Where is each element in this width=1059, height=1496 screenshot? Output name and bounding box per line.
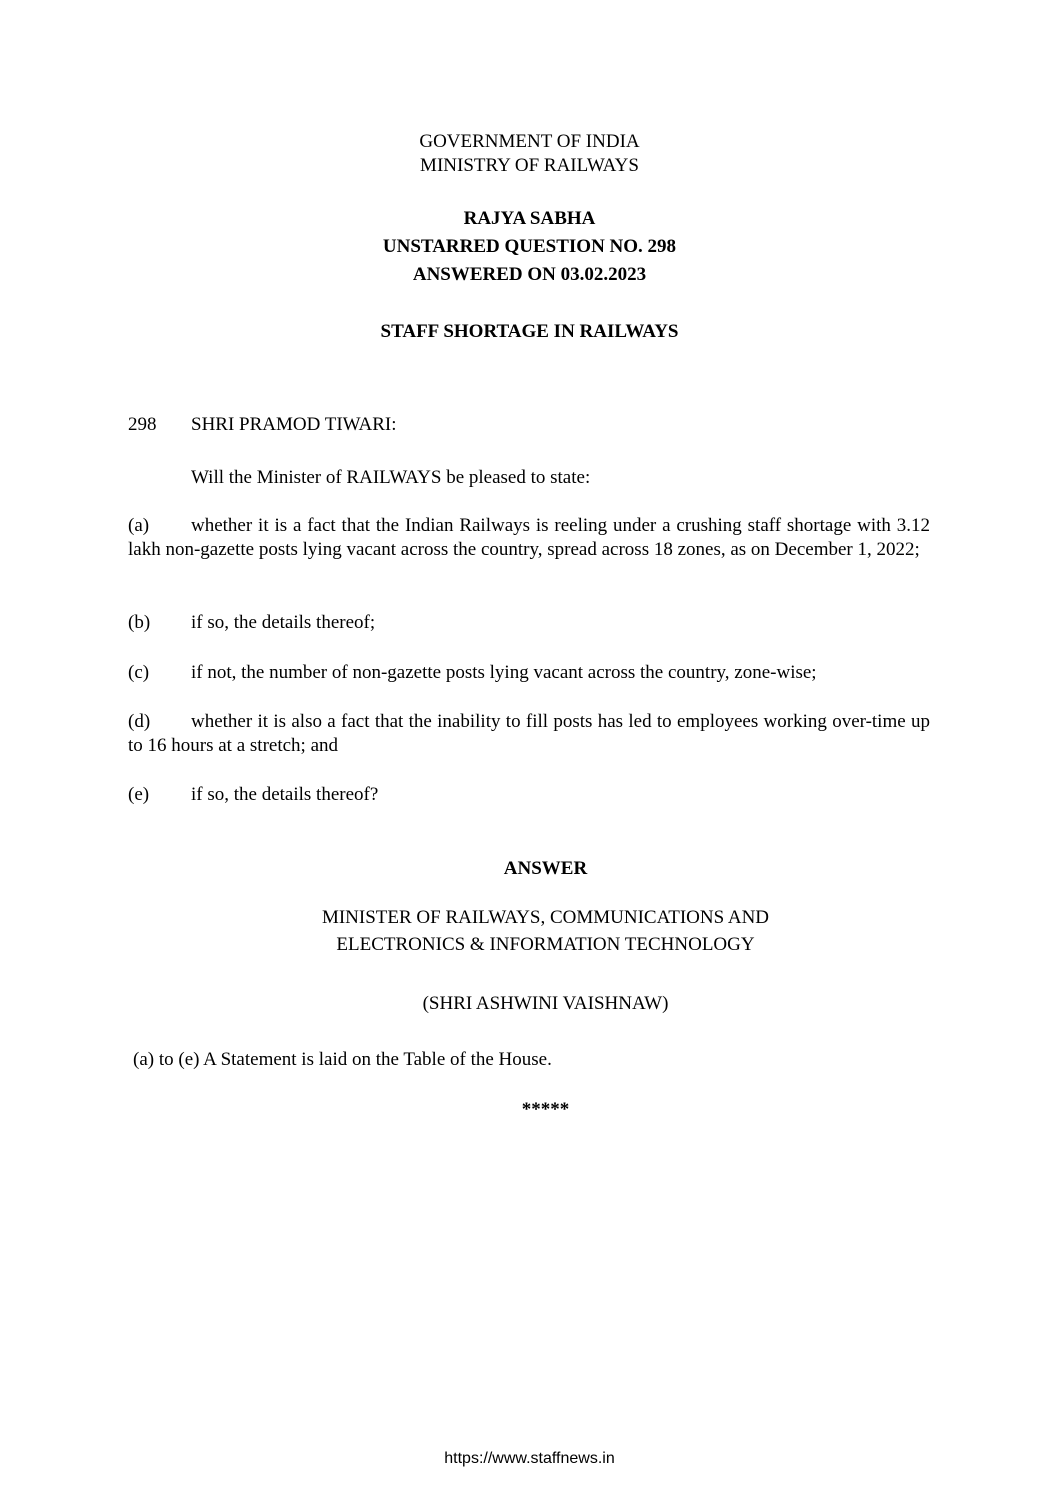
- part-text: whether it is also a fact that the inability to fill posts has led to employees working over-time up to 16 hours at a stretch; and: [128, 711, 930, 756]
- answered-date-title: ANSWERED ON 03.02.2023: [412, 264, 647, 285]
- part-label: (e): [128, 784, 150, 805]
- minister-title-line2: ELECTRONICS & INFORMATION TECHNOLOGY: [336, 934, 755, 955]
- subject-title: STAFF SHORTAGE IN RAILWAYS: [380, 321, 679, 342]
- part-label: (a): [128, 515, 150, 536]
- question-part-a: [128, 514, 930, 561]
- member-name: SHRI PRAMOD TIWARI:: [191, 414, 397, 435]
- part-text: if so, the details thereof;: [191, 612, 376, 633]
- question-number: 298: [128, 414, 157, 435]
- part-label: (b): [128, 612, 151, 633]
- question-part-e: [128, 783, 930, 807]
- answer-heading: ANSWER: [503, 858, 588, 879]
- end-mark: *****: [521, 1099, 570, 1120]
- part-text: if so, the details thereof?: [191, 784, 379, 805]
- question-intro: Will the Minister of RAILWAYS be pleased to state:: [191, 467, 591, 488]
- question-part-b: [128, 611, 930, 635]
- question-part-c: [128, 661, 930, 685]
- footer-url: https://www.staffnews.in: [444, 1450, 615, 1467]
- question-number-title: UNSTARRED QUESTION NO. 298: [382, 236, 677, 257]
- part-label: (d): [128, 711, 151, 732]
- house-title: RAJYA SABHA: [463, 208, 596, 229]
- answer-statement: (a) to (e) A Statement is laid on the Table of the House.: [133, 1049, 552, 1070]
- question-part-d: [128, 710, 930, 757]
- part-text: if not, the number of non-gazette posts lying vacant across the country, zone-wise;: [191, 662, 817, 683]
- minister-title-line1: MINISTER OF RAILWAYS, COMMUNICATIONS AND: [321, 907, 770, 928]
- part-text: whether it is a fact that the Indian Railways is reeling under a crushing staff shortage with 3.12 lakh non-gazette posts lying vacant across the country, spread across 18 zones, as on December 1, 2022;: [128, 515, 930, 560]
- ministry-line: MINISTRY OF RAILWAYS: [420, 155, 639, 176]
- part-label: (c): [128, 662, 150, 683]
- minister-name: (SHRI ASHWINI VAISHNAW): [422, 993, 669, 1014]
- govt-line: GOVERNMENT OF INDIA: [419, 131, 640, 152]
